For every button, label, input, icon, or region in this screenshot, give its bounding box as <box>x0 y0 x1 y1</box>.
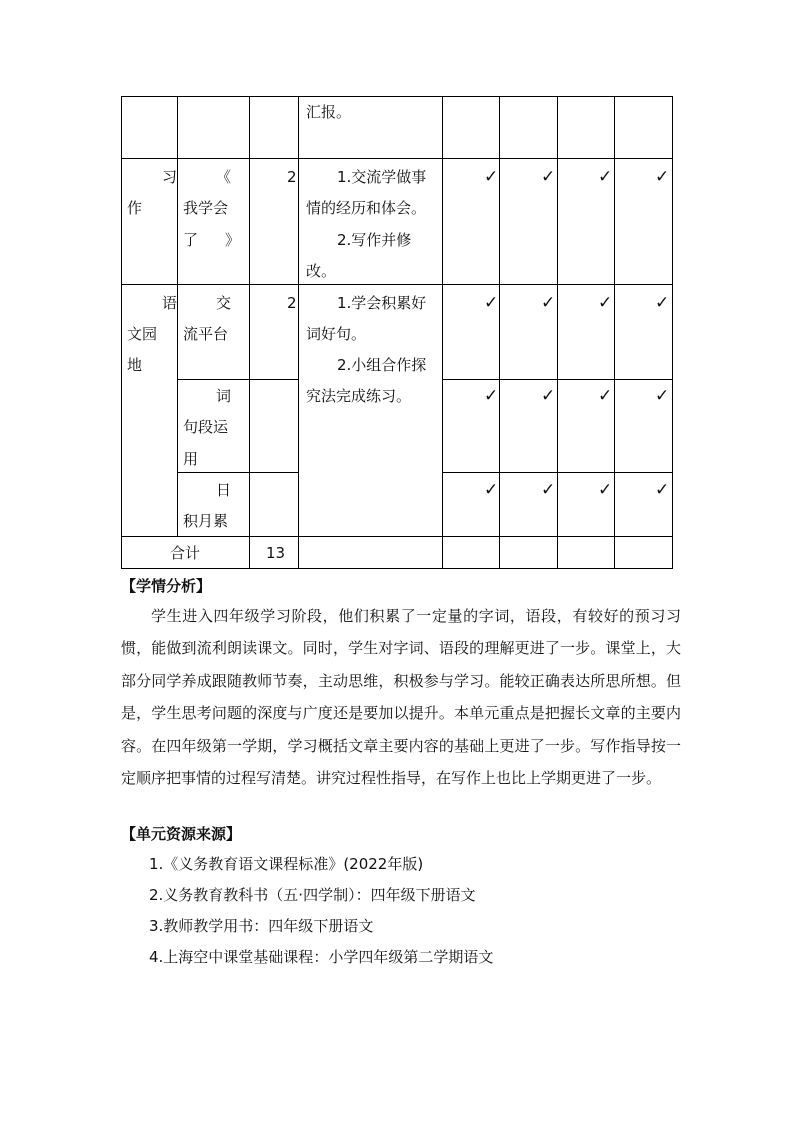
content-line: 情的经历和体会。 <box>306 199 427 217</box>
analysis-paragraph: 学生进入四年级学习阶段，他们积累了一定量的字词，语段，有较好的预习习惯，能做到流利朗读课文。同时，学生对字词、语段的理解更进了一步。课堂上，大部分同学养成跟随教师节奏，主动思维，积极参与学习。能较正确表达所思所想。但是，学生思考问题的深度与广度还是要加以提升。本单元重点是把握长文章的主要内容。在四年级第一学期，学习概括文章主要内容的基础上更进了一步。写作指导按一定顺序把事情的过程写清楚。讲究过程性指导，在写作上也比上学期更进了一步。 <box>121 607 681 788</box>
category-label: 作 <box>127 199 143 217</box>
content-line: 词好句。 <box>306 325 367 343</box>
item-label: 《 <box>216 168 232 186</box>
checkmark-icon: ✓ <box>484 480 499 500</box>
item-label: 》 <box>225 231 241 249</box>
table-border <box>442 96 443 569</box>
checkmark-icon: ✓ <box>655 167 670 187</box>
content-line: 1.学会积累好 <box>337 294 427 312</box>
resource-item: 4.上海空中课堂基础课程：小学四年级第二学期语文 <box>149 948 494 966</box>
table-border <box>121 568 673 569</box>
item-label: 我学会 <box>183 199 229 217</box>
table-border <box>298 96 299 569</box>
item-label: 词 <box>216 387 232 405</box>
hours-value: 2 <box>287 168 297 186</box>
hours-value: 2 <box>287 294 297 312</box>
checkmark-icon: ✓ <box>541 167 556 187</box>
total-label: 合计 <box>170 544 201 562</box>
content-line: 究法完成练习。 <box>306 387 412 405</box>
table-border <box>499 96 500 569</box>
table-border <box>121 158 673 159</box>
checkmark-icon: ✓ <box>655 293 670 313</box>
category-label: 文园 <box>127 325 158 343</box>
table-border <box>121 284 673 285</box>
content-line: 改。 <box>306 262 337 280</box>
item-label: 句段运 <box>183 418 229 436</box>
table-border <box>177 96 178 536</box>
item-label: 日 <box>216 481 232 499</box>
checkmark-icon: ✓ <box>655 480 670 500</box>
checkmark-icon: ✓ <box>484 293 499 313</box>
item-label: 积月累 <box>183 512 229 530</box>
resource-item: 2.义务教育教科书（五·四学制）：四年级下册语文 <box>149 886 476 904</box>
checkmark-icon: ✓ <box>598 293 613 313</box>
category-label: 习 <box>162 168 178 186</box>
content-line: 1.交流学做事 <box>337 168 427 186</box>
table-border <box>249 96 250 569</box>
checkmark-icon: ✓ <box>541 386 556 406</box>
content-line: 2.写作并修 <box>337 231 412 249</box>
checkmark-icon: ✓ <box>598 480 613 500</box>
table-border <box>557 96 558 569</box>
checkmark-icon: ✓ <box>484 386 499 406</box>
checkmark-icon: ✓ <box>655 386 670 406</box>
resource-item: 3.教师教学用书：四年级下册语文 <box>149 917 374 935</box>
analysis-heading: 【学情分析】 <box>121 577 212 595</box>
item-label: 了 <box>183 231 199 249</box>
table-border <box>614 96 615 569</box>
checkmark-icon: ✓ <box>541 293 556 313</box>
resources-heading: 【单元资源来源】 <box>121 825 242 843</box>
item-label: 交 <box>216 294 232 312</box>
total-hours: 13 <box>266 544 286 562</box>
item-label: 流平台 <box>183 325 229 343</box>
table-border <box>177 379 298 380</box>
resource-item: 1.《义务教育语文课程标准》(2022年版) <box>149 855 424 873</box>
category-label: 地 <box>127 356 143 374</box>
table-cell-content: 汇报。 <box>306 103 352 121</box>
table-border <box>672 96 673 569</box>
category-label: 语 <box>162 294 178 312</box>
table-border <box>121 96 673 97</box>
checkmark-icon: ✓ <box>598 386 613 406</box>
content-line: 2.小组合作探 <box>337 356 427 374</box>
item-label: 用 <box>183 450 199 468</box>
checkmark-icon: ✓ <box>598 167 613 187</box>
checkmark-icon: ✓ <box>541 480 556 500</box>
checkmark-icon: ✓ <box>484 167 499 187</box>
table-border <box>121 96 122 569</box>
